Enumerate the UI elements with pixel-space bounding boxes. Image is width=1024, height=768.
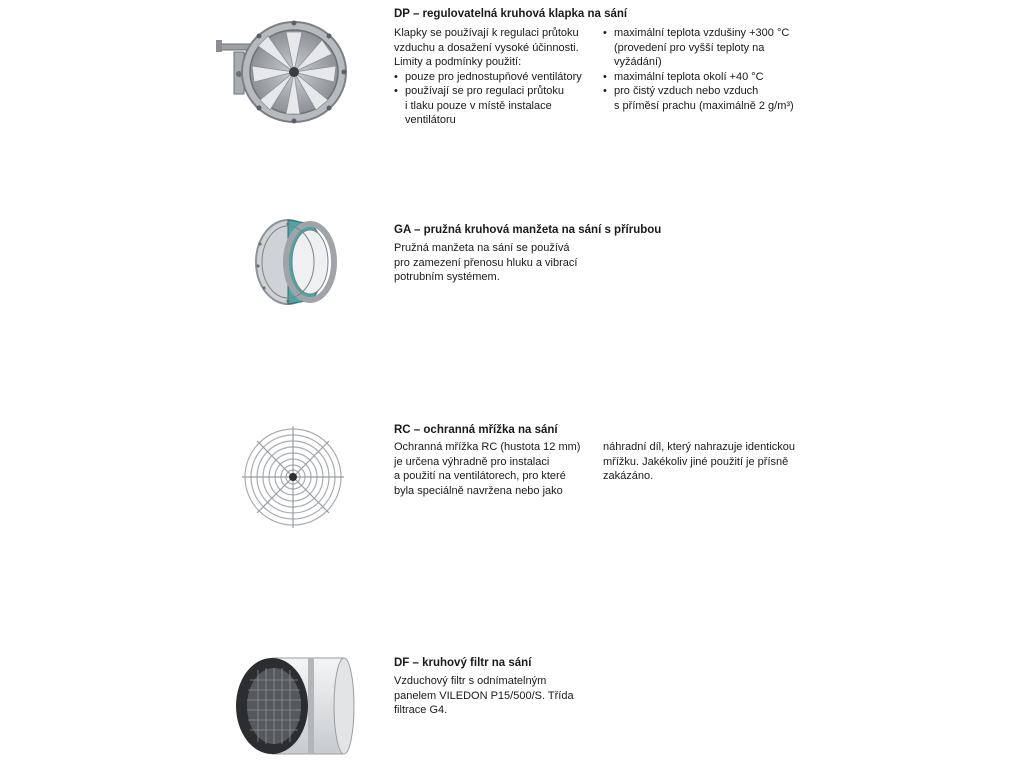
item-description-dp-col2: [603, 26, 813, 113]
item-text-df: Vzduchový filtr s odnímatelným panelem VILEDON P15/500/S. Třída filtrace G4.: [394, 675, 574, 716]
item-description-df-col1: [394, 674, 594, 718]
list-item: • pro čistý vzduch nebo vzduch s příměsí prachu (maximálně 2 g/m³): [603, 84, 813, 113]
list-item: • používají se pro regulaci průtoku i tlaku pouze v místě instalace ventilátoru: [394, 84, 594, 128]
list-item: • maximální teplota vzdušiny +300 °C (provedení pro vyšší teploty na vyžádání): [603, 26, 813, 70]
item-description-ga-col1: [394, 241, 604, 285]
circular-filter-icon: [232, 650, 360, 762]
item-title-dp: DP – regulovatelná kruhová klapka na sání: [394, 8, 628, 20]
protective-grille-icon: [238, 424, 348, 530]
item-text-dp: Klapky se používají k regulaci průtoku vzduchu a dosažení vysoké účinnosti. Limity a podmínky použití:: [394, 27, 579, 68]
item-bullets-dp-col2: [603, 26, 813, 113]
list-item: • maximální teplota okolí +40 °C: [603, 70, 813, 85]
item-text-ga: Pružná manžeta na sání se používá pro zamezení přenosu hluku a vibrací potrubním systémem.: [394, 242, 578, 283]
flexible-collar-icon: [248, 216, 344, 308]
item-description-rc-col2: [603, 440, 813, 484]
item-title-rc: RC – ochranná mřížka na sání: [394, 424, 558, 436]
item-description-rc-col1: [394, 440, 599, 498]
item-title-ga: GA – pružná kruhová manžeta na sání s přírubou: [394, 224, 662, 236]
circular-damper-icon: [214, 16, 354, 128]
item-text-rc-part2: náhradní díl, který nahrazuje identickou mřížku. Jakékoliv jiné použití je přísně zakázáno.: [603, 441, 796, 482]
item-text-rc-part1: Ochranná mřížka RC (hustota 12 mm) je určena výhradně pro instalaci a použití na ventilátorech, pro které byla speciálně navržena nebo jako: [394, 441, 581, 497]
item-description-dp-col1: [394, 26, 594, 128]
list-item: • pouze pro jednostupňové ventilátory: [394, 70, 594, 85]
item-bullets-dp-col1: [394, 70, 594, 128]
item-title-df: DF – kruhový filtr na sání: [394, 657, 532, 669]
